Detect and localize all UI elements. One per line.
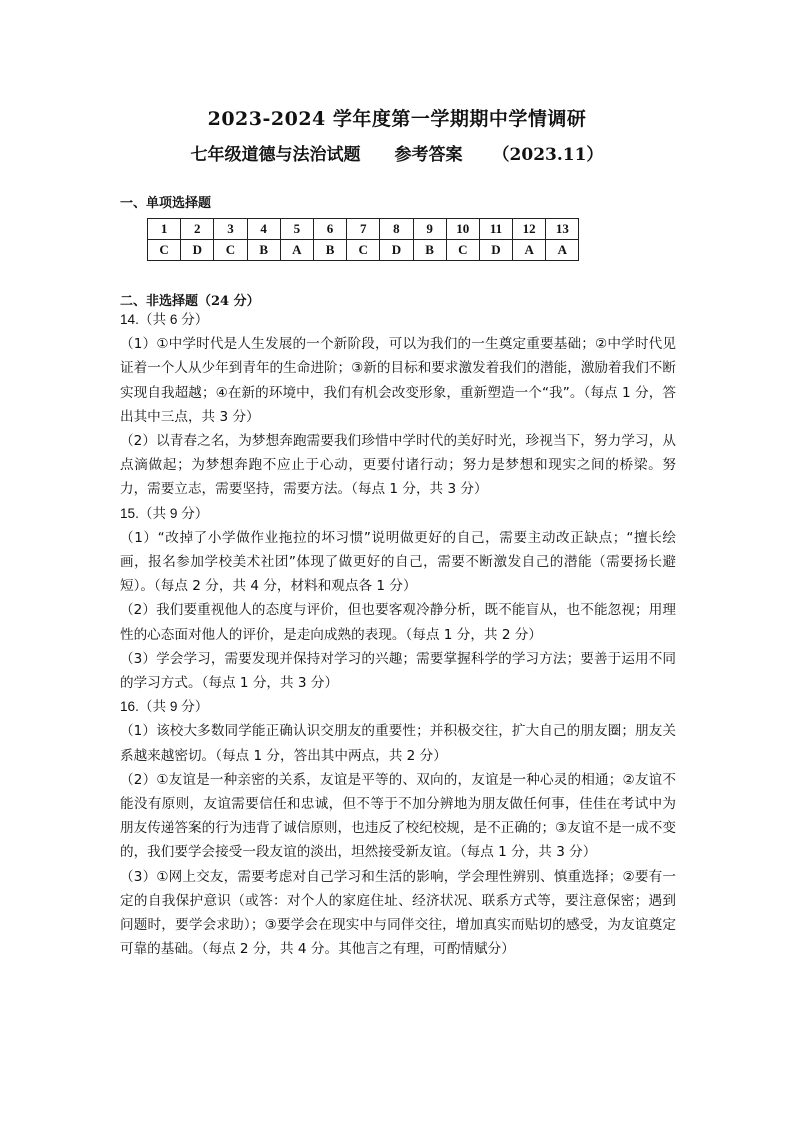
answer-letter: C: [214, 240, 247, 261]
section2-heading: 二、非选择题（24 分）: [120, 294, 260, 309]
question-number: 4: [247, 219, 280, 240]
question-number: 7: [347, 219, 380, 240]
question-number: 2: [181, 219, 214, 240]
answer-letter: C: [347, 240, 380, 261]
q16-part2: （2）①友谊是一种亲密的关系，友谊是平等的、双向的，友谊是一种心灵的相通；②友谊不能没有原则，友谊需要信任和忠诚，但不等于不加分辨地为朋友做任何事，佳佳在考试中为朋友传递答案的行为违背了诚信原则，也违反了校纪校规，是不正确的；③友谊不是一成不变的，我们要学会接受一段友谊的淡出，坦然接受新友谊。（每点 1 分，共 3 分）: [120, 771, 676, 861]
question-number: 1: [148, 219, 181, 240]
question-number-row: [148, 219, 579, 240]
section1-heading: 一、单项选择题: [120, 196, 212, 211]
answer-letter: B: [313, 240, 346, 261]
question-number: 5: [280, 219, 313, 240]
answer-letter: A: [546, 240, 579, 261]
answer-letter: D: [181, 240, 214, 261]
q16-part3: （3）①网上交友，需要考虑对自己学习和生活的影响，学会理性辨别、慎重选择；②要有一定的自我保护意识（或答：对个人的家庭住址、经济状况、联系方式等，要注意保密；遇到问题时，要学会求助）；③要学会在现实中与同伴交往，增加真实而贴切的感受，为友谊奠定可靠的基础。（每点 2 分，共 4 分。其他言之有理，可酌情赋分）: [120, 868, 676, 958]
question-number: 6: [313, 219, 346, 240]
subtitle-answer: 参考答案: [394, 145, 463, 165]
choice-answer-table: [147, 218, 579, 261]
question-number: 11: [479, 219, 512, 240]
q14-heading: 14.（共 6 分）: [120, 312, 209, 327]
q16-heading: 16.（共 9 分）: [120, 699, 209, 715]
answer-letter: D: [380, 240, 413, 261]
q15-part2: （2）我们要重视他人的态度与评价，但也要客观冷静分析，既不能盲从，也不能忽视；用理性的心态面对他人的评价，是走向成熟的表现。（每点 1 分，共 2 分）: [120, 602, 676, 643]
answer-letter: C: [148, 240, 181, 261]
q15-part1: （1）“改掉了小学做作业拖拉的坏习惯”说明做更好的自己，需要主动改正缺点；“擅长绘画，报名参加学校美术社团”体现了做更好的自己，需要不断激发自己的潜能（需要扬长避短）。（每点 2 分，共 4 分，材料和观点各 1 分）: [120, 529, 676, 595]
question-number: 8: [380, 219, 413, 240]
subtitle-date: （2023.11）: [492, 145, 604, 165]
question-number: 3: [214, 219, 247, 240]
subtitle-course: 七年级道德与法治试题: [190, 145, 361, 165]
question-number: 13: [546, 219, 579, 240]
q14-part1: （1）①中学时代是人生发展的一个新阶段，可以为我们的一生奠定重要基础；②中学时代见证着一个人从少年到青年的生命进阶；③新的目标和要求激发着我们的潜能，激励着我们不断实现自我超越；④在新的环境中，我们有机会改变形象，重新塑造一个“我”。（每点 1 分，答出其中三点，共 3 分）: [120, 336, 676, 425]
q16-part1: （1）该校大多数同学能正确认识交朋友的重要性；并积极交往，扩大自己的朋友圈；朋友关系越来越密切。（每点 1 分，答出其中两点，共 2 分）: [120, 723, 676, 764]
answer-letter: C: [446, 240, 479, 261]
page-title: 2023-2024 学年度第一学期期中学情调研: [207, 108, 587, 130]
answer-letter: A: [513, 240, 546, 261]
section2-body: [120, 308, 676, 961]
q14-part2: （2）以青春之名，为梦想奔跑需要我们珍惜中学时代的美好时光，珍视当下，努力学习，从点滴做起；为梦想奔跑不应止于心动，更要付诸行动；努力是梦想和现实之间的桥梁。努力，需要立志，需要坚持，需要方法。（每点 1 分，共 3 分）: [120, 433, 676, 498]
question-number: 12: [513, 219, 546, 240]
q15-part3: （3）学会学习，需要发现并保持对学习的兴趣；需要掌握科学的学习方法；要善于运用不同的学习方式。（每点 1 分，共 3 分）: [120, 650, 676, 692]
page-subtitle: [0, 140, 794, 165]
answer-letter: A: [280, 240, 313, 261]
question-number: 10: [446, 219, 479, 240]
answer-letter: B: [413, 240, 446, 261]
answer-letter: B: [247, 240, 280, 261]
answer-letter: D: [479, 240, 512, 261]
answer-letter-row: [148, 240, 579, 261]
question-number: 9: [413, 219, 446, 240]
q15-heading: 15.（共 9 分）: [120, 505, 209, 521]
